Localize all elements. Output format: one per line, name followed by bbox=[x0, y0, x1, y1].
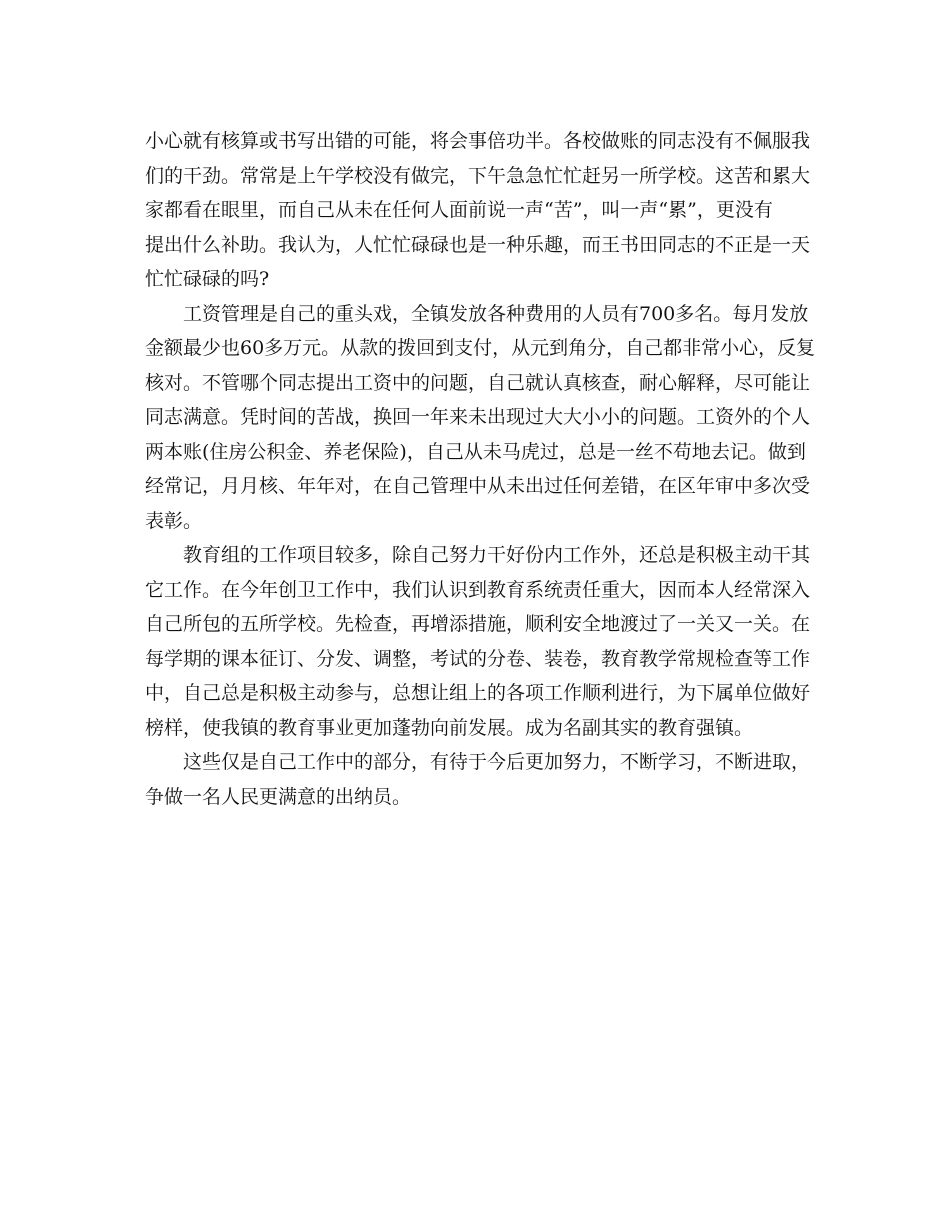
text-line: 这些仅是自己工作中的部分，有待于今后更加努力，不断学习，不断进取， bbox=[183, 751, 811, 773]
text-line: 教育组的工作项目较多，除自己努力干好份内工作外，还总是积极主动干其 bbox=[183, 544, 811, 566]
text-line: 自己所包的五所学校。先检查，再增添措施，顺利安全地渡过了一关又一关。在 bbox=[145, 613, 811, 635]
text-line: 们的干劲。常常是上午学校没有做完，下午急急忙忙赶另一所学校。这苦和累大 bbox=[145, 164, 811, 187]
text-line: 小心就有核算或书写出错的可能，将会事倍功半。各校做账的同志没有不佩服我 bbox=[145, 130, 811, 152]
text-line: 中，自己总是积极主动参与，总想让组上的各项工作顺利进行，为下属单位做好 bbox=[145, 682, 811, 704]
text-line: 提出什么补助。我认为，人忙忙碌碌也是一种乐趣，而王书田同志的不正是一天 bbox=[145, 233, 811, 256]
paragraph-4 bbox=[145, 745, 810, 814]
text-line: 同志满意。凭时间的苦战，换回一年来未出现过大大小小的问题。工资外的个人 bbox=[145, 406, 811, 428]
text-line: 表彰。 bbox=[145, 509, 203, 532]
paragraph-1 bbox=[145, 124, 810, 297]
paragraph-2 bbox=[145, 297, 816, 539]
text-line: 榜样，使我镇的教育事业更加蓬勃向前发展。成为名副其实的教育强镇。 bbox=[145, 716, 754, 739]
text-line: 每学期的课本征订、分发、调整，考试的分卷、装卷，教育教学常规检查等工作 bbox=[145, 647, 811, 670]
document-body bbox=[145, 124, 816, 814]
text-line: 金额最少也60多万元。从款的拨回到支付，从元到角分，自己都非常小心，反复 bbox=[145, 337, 816, 359]
text-line: 经常记，月月核、年年对，在自己管理中从未出过任何差错，在区年审中多次受 bbox=[145, 475, 811, 497]
text-line: 两本账(住房公积金、养老保险)，自己从未马虎过，总是一丝不苟地去记。做到 bbox=[145, 440, 806, 463]
text-line: 它工作。在今年创卫工作中，我们认识到教育系统责任重大，因而本人经常深入 bbox=[145, 578, 811, 601]
text-line: 工资管理是自己的重头戏，全镇发放各种费用的人员有700多名。每月发放 bbox=[183, 302, 809, 325]
text-line: 争做一名人民更满意的出纳员。 bbox=[145, 785, 412, 808]
paragraph-3 bbox=[145, 538, 810, 745]
text-line: 核对。不管哪个同志提出工资中的问题，自己就认真核查，耐心解释，尽可能让 bbox=[145, 371, 811, 394]
text-line: 忙忙碌碌的吗? bbox=[145, 268, 270, 290]
text-line: 家都看在眼里，而自己从未在任何人面前说一声“苦”，叫一声“累”，更没有 bbox=[145, 199, 773, 221]
